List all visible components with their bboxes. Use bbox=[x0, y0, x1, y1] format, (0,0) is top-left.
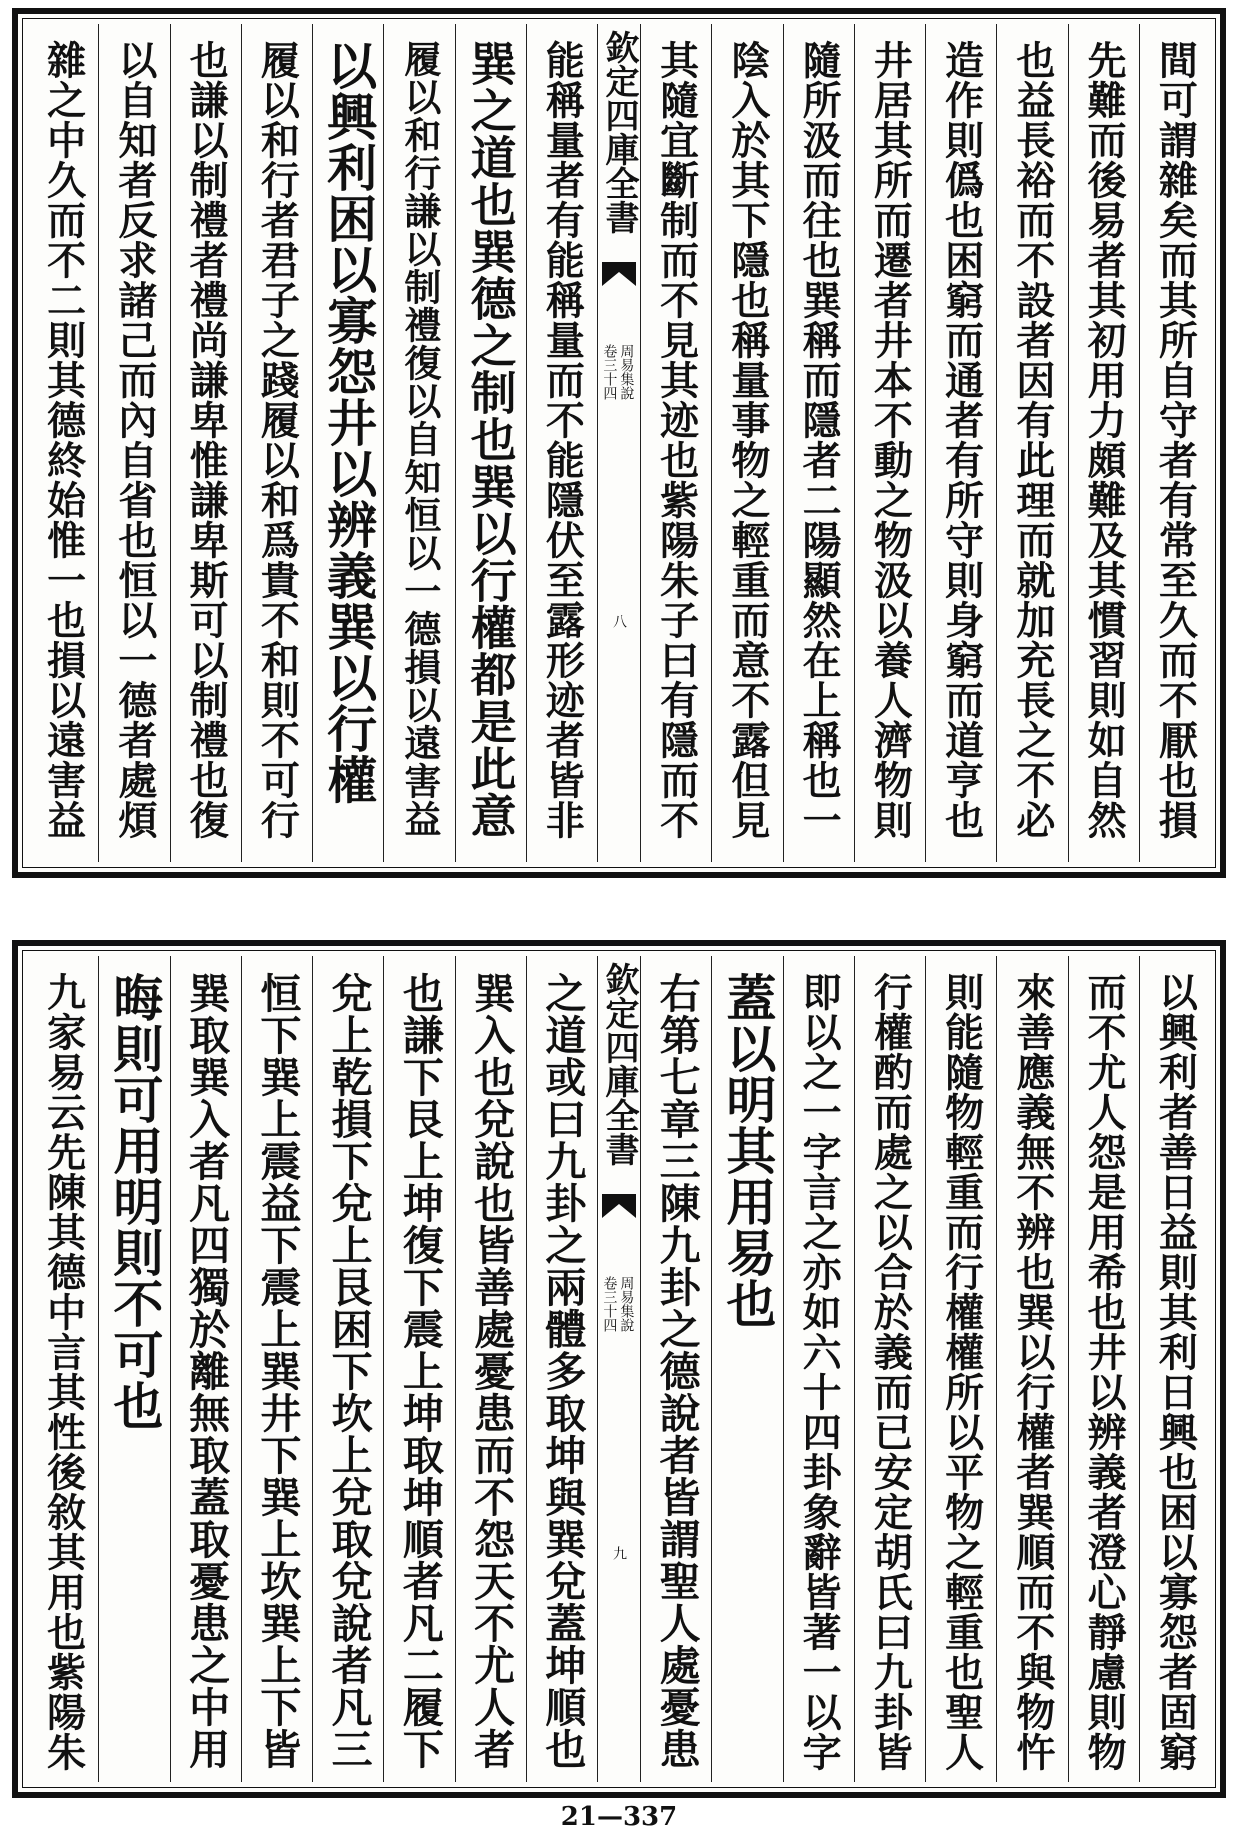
column-text: 間可謂雜矣而其所自守者有常至久而不厭也損 bbox=[1152, 40, 1199, 840]
lower-page-columns bbox=[28, 956, 1210, 1782]
fish-tail-mark-icon bbox=[602, 262, 636, 286]
column-text: 巽入也兌說也皆善處憂患而不怨天不尤人者 bbox=[467, 972, 516, 1770]
text-column bbox=[1139, 24, 1210, 862]
text-column bbox=[241, 24, 312, 862]
column-text: 晦則可用明則不可也 bbox=[105, 972, 165, 1431]
text-column bbox=[854, 24, 925, 862]
column-text: 行權酌而處之以合於義而已安定胡氏曰九卦皆 bbox=[867, 972, 914, 1772]
text-column bbox=[711, 956, 782, 1782]
column-text: 雜之中久而不二則其德終始惟一也損以遠害益 bbox=[40, 40, 87, 840]
column-text: 則能隨物輕重而行權權所以平物之輕重也聖人 bbox=[938, 972, 985, 1772]
text-column bbox=[98, 956, 169, 1782]
center-spine bbox=[597, 956, 640, 1782]
text-column bbox=[996, 24, 1067, 862]
page-number: 八 bbox=[611, 614, 627, 628]
text-column bbox=[241, 956, 312, 1782]
column-text: 巽取巽入者凡四獨於離無取蓋取憂患之中用 bbox=[182, 972, 231, 1770]
column-text: 能稱量者有能稱量而不能隱伏至露形迹者皆非 bbox=[539, 40, 586, 840]
upper-page-columns bbox=[28, 24, 1210, 862]
column-text: 履以和行者君子之踐履以和爲貴不和則不可行 bbox=[254, 40, 301, 840]
column-text: 巽之道也巽德之制也巽以行權都是此意 bbox=[463, 40, 518, 839]
center-spine bbox=[597, 24, 640, 862]
column-text: 以自知者反求諸己而內自省也恒以一德者處煩 bbox=[111, 40, 158, 840]
column-text: 也謙以制禮者禮尚謙卑惟謙卑斯可以制禮也復 bbox=[183, 40, 230, 840]
column-text: 即以之一字言之亦如六十四卦象辭皆著一以字 bbox=[796, 972, 843, 1772]
column-text: 陰入於其下隱也稱量事物之輕重而意不露但見 bbox=[724, 40, 771, 840]
column-text: 其隨宜斷制而不見其迹也紫陽朱子曰有隱而不 bbox=[653, 40, 700, 840]
column-text: 來善應義無不辨也巽以行權者巽順而不與物忤 bbox=[1009, 972, 1056, 1772]
column-text: 之道或曰九卦之兩體多取坤與巽兌蓋坤順也 bbox=[538, 972, 587, 1770]
text-column bbox=[1068, 24, 1139, 862]
upper-page bbox=[12, 8, 1226, 878]
fish-tail-mark-icon bbox=[602, 1194, 636, 1218]
collection-title: 欽定四庫全書 bbox=[599, 962, 639, 1166]
text-column bbox=[925, 956, 996, 1782]
text-column bbox=[383, 956, 454, 1782]
column-text: 履以和行謙以制禮復以自知恒以一德損以遠害益 bbox=[397, 40, 442, 838]
column-text: 也謙下艮上坤復下震上坤取坤順者凡二履下 bbox=[395, 972, 444, 1770]
collection-title: 欽定四庫全書 bbox=[599, 30, 639, 234]
text-column bbox=[640, 24, 711, 862]
text-column bbox=[925, 24, 996, 862]
text-column bbox=[1139, 956, 1210, 1782]
column-text: 造作則僞也困窮而通者有所守則身窮而道亨也 bbox=[938, 40, 985, 840]
text-column bbox=[783, 24, 854, 862]
text-column bbox=[28, 956, 98, 1782]
column-text: 蓋以明其用易也 bbox=[718, 972, 778, 1329]
text-column bbox=[1068, 956, 1139, 1782]
column-text: 右第七章三陳九卦之德說者皆謂聖人處憂患 bbox=[652, 972, 701, 1770]
text-column bbox=[640, 956, 711, 1782]
text-column bbox=[455, 956, 526, 1782]
scan-page-number: 21—337 bbox=[560, 1802, 678, 1832]
text-column bbox=[98, 24, 169, 862]
juan-number: 卷三十四 bbox=[601, 344, 618, 400]
column-text: 九家易云先陳其德中言其性後敘其用也紫陽朱 bbox=[40, 972, 87, 1772]
column-text: 以興利困以寡怨井以辨義巽以行權 bbox=[319, 40, 379, 805]
text-column bbox=[383, 24, 454, 862]
text-column bbox=[526, 956, 597, 1782]
text-column bbox=[28, 24, 98, 862]
column-text: 也益長裕而不設者因有此理而就加充長之不必 bbox=[1009, 40, 1056, 840]
book-title: 周易集說 bbox=[618, 344, 635, 400]
page-number: 九 bbox=[611, 1546, 627, 1560]
book-title: 周易集說 bbox=[618, 1276, 635, 1332]
text-column bbox=[526, 24, 597, 862]
text-column bbox=[170, 956, 241, 1782]
column-text: 以興利者善日益則其利日興也困以寡怨者固窮 bbox=[1152, 972, 1199, 1772]
juan-number: 卷三十四 bbox=[601, 1276, 618, 1332]
column-text: 隨所汲而往也巽稱而隱者二陽顯然在上稱也一 bbox=[796, 40, 843, 840]
text-column bbox=[312, 956, 383, 1782]
text-column bbox=[783, 956, 854, 1782]
lower-page bbox=[12, 940, 1226, 1798]
column-text: 井居其所而遷者井本不動之物汲以養人濟物則 bbox=[867, 40, 914, 840]
text-column bbox=[455, 24, 526, 862]
column-text: 先難而後易者其初用力頗難及其慣習則如自然 bbox=[1081, 40, 1128, 840]
text-column bbox=[996, 956, 1067, 1782]
column-text: 恒下巽上震益下震上巽井下巽上坎巽上下皆 bbox=[253, 972, 302, 1770]
column-text: 而不尤人怨是用希也井以辨義者澄心靜慮則物 bbox=[1081, 972, 1128, 1772]
text-column bbox=[312, 24, 383, 862]
text-column bbox=[711, 24, 782, 862]
column-text: 兌上乾損下兌上艮困下坎上兌取兌說者凡三 bbox=[324, 972, 373, 1770]
text-column bbox=[854, 956, 925, 1782]
text-column bbox=[170, 24, 241, 862]
